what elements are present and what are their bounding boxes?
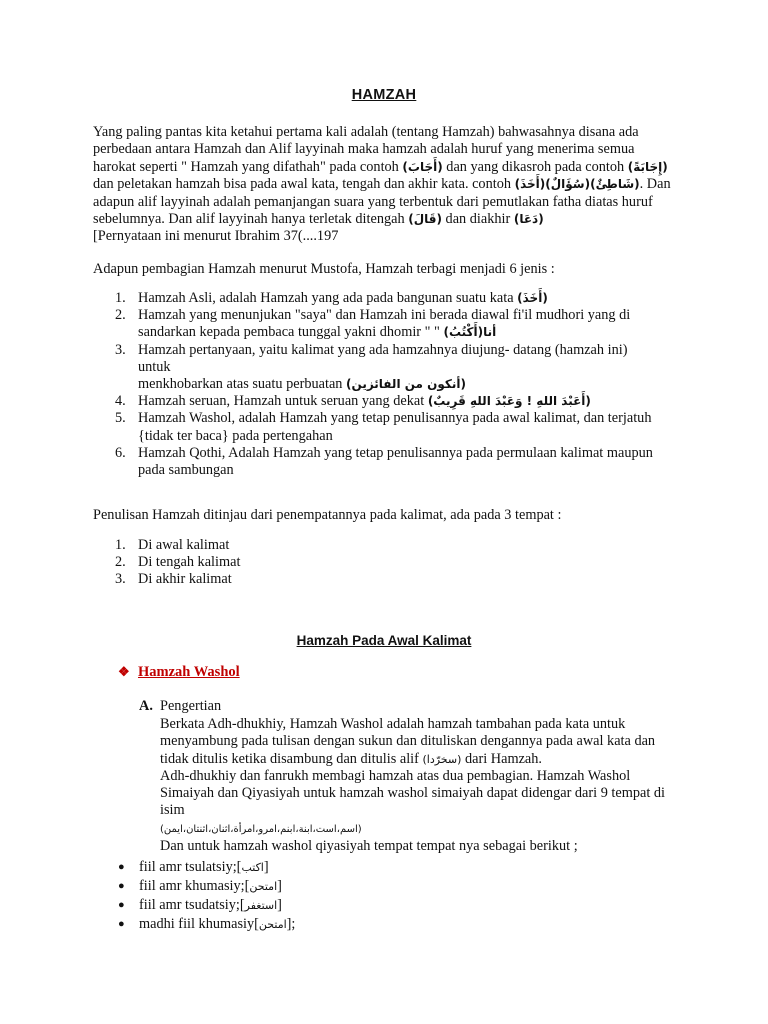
list-item <box>118 896 295 915</box>
intro-line <box>93 211 678 228</box>
list-text: madhi fiil khumasiy[ <box>139 916 259 932</box>
list-text: {tidak ter baca} pada pertengahan <box>138 427 333 444</box>
jenis-list <box>93 290 653 479</box>
intro-text: sebelumnya. Dan alif layyinah hanya terletak ditengah <box>93 211 409 228</box>
intro-text: dan yang dikasroh pada contoh <box>442 158 628 175</box>
arabic-example: استغفر <box>244 899 278 912</box>
bullet-dot-icon: ● <box>118 861 125 873</box>
list-number: 2. <box>115 554 126 571</box>
arabic-example: (أَعَبْدَ اللهِ ! وَعَبْدَ اللهِ قَرِيبٌ) <box>427 394 591 409</box>
list-item <box>118 915 295 934</box>
arabic-example: (قَالَ) <box>408 212 442 227</box>
list-number: 3. <box>115 571 126 588</box>
body-line: menyambung pada tulisan dengan sukun dan dituliskan dengannya pada awal kata dan <box>160 733 656 750</box>
list-number: 5. <box>115 410 126 427</box>
tempat-list <box>93 537 653 589</box>
intro-line: adapun alif layyinah adalah pemanjangan suara yang terbentuk dari pemutlakan fatha diatas huruf <box>93 193 653 210</box>
list-item <box>93 445 653 479</box>
arabic-isim-list: (اسم،است،ابنة،ابنم،امرو،امرأة،اثنان،اثنتان،ايمن) <box>160 823 362 835</box>
list-item <box>93 410 653 444</box>
list-item <box>93 537 653 554</box>
bullet-dot-icon: ● <box>118 918 125 930</box>
washol-label: Hamzah Washol <box>138 664 240 680</box>
subsection-title: Pengertian <box>160 698 222 714</box>
arabic-example: (إِجَابَةً) <box>627 159 668 174</box>
pengertian-body <box>160 716 680 855</box>
arabic-example: أنا(أَكْتُبُ) <box>443 325 497 340</box>
list-text: Di awal kalimat <box>138 537 230 553</box>
intro-text: dan peletakan hamzah bisa pada awal kata, tengah dan akhir kata. contoh <box>93 176 515 193</box>
list-text: menkhobarkan atas suatu perbuatan <box>138 376 347 393</box>
list-text: pada sambungan <box>138 462 234 479</box>
intro-line <box>93 159 678 176</box>
arabic-example: امتحن <box>249 880 278 893</box>
list-text: Di akhir kalimat <box>138 571 232 588</box>
list-text: Di tengah kalimat <box>138 554 241 571</box>
body-line: Dan untuk hamzah washol qiyasiyah tempat tempat nya sebagai berikut ; <box>160 838 578 855</box>
list-text: fiil amr tsudatsiy;[ <box>139 897 245 913</box>
body-text: dari Hamzah. <box>461 750 543 767</box>
list-text: Hamzah seruan, Hamzah untuk seruan yang dekat <box>138 393 428 410</box>
list-number: 2. <box>115 307 126 324</box>
washol-heading <box>118 664 240 681</box>
list-number: 4. <box>115 393 126 410</box>
list-text: ] <box>263 859 269 875</box>
intro-paragraph <box>93 124 678 246</box>
subsection-letter: A. <box>139 698 153 714</box>
section-heading: Hamzah Pada Awal Kalimat <box>296 633 472 648</box>
list-number: 3. <box>115 341 126 358</box>
document-title: HAMZAH <box>351 87 417 103</box>
arabic-example: (أَجَابَ) <box>402 159 443 174</box>
list-text: ] <box>277 897 282 913</box>
body-line: Berkata Adh-dhukhiy, Hamzah Washol adalah hamzah tambahan pada kata untuk <box>160 716 626 732</box>
body-line: isim <box>160 802 185 819</box>
list-text: sandarkan kepada pembaca tunggal yakni dhomir " " <box>138 324 444 341</box>
body-line <box>160 820 680 838</box>
list-item <box>93 554 653 571</box>
arabic-example: (أنكون من الفائزين) <box>346 377 466 392</box>
list-text: ]; <box>286 916 296 932</box>
list-item <box>118 858 295 877</box>
diamond-bullet-icon: ❖ <box>118 664 130 679</box>
list-item <box>93 571 653 588</box>
list-text: Hamzah Qothi, Adalah Hamzah yang tetap penulisannya pada permulaan kalimat maupun <box>138 444 653 461</box>
list-number: 1. <box>115 290 126 306</box>
list-text: fiil amr khumasiy;[ <box>139 878 250 894</box>
intro-line: Yang paling pantas kita ketahui pertama kali adalah (tentang Hamzah) bahwasahnya disana ada <box>93 124 639 140</box>
list-item <box>118 877 295 896</box>
bullet-dot-icon: ● <box>118 880 125 892</box>
subsection-heading <box>139 698 221 715</box>
list-item <box>93 290 653 307</box>
bullet-dot-icon: ● <box>118 899 125 911</box>
intro-line: [Pernyataan ini menurut Ibrahim 37(....197 <box>93 228 339 245</box>
intro-text: . Dan <box>639 176 671 193</box>
list-number: 1. <box>115 537 126 553</box>
arabic-example: (أَخَذَ)(سُؤَالٌ)(شَاطِئٌ) <box>514 177 640 192</box>
body-line: Simaiyah dan Qiyasiyah untuk hamzah washol simaiyah dapat didengar dari 9 tempat di <box>160 785 666 802</box>
body-line: Adh-dhukhiy dan fanrukh membagi hamzah atas dua pembagian. Hamzah Washol <box>160 767 631 784</box>
list-text: Hamzah Washol, adalah Hamzah yang tetap penulisannya pada awal kalimat, dan terjatuh <box>138 410 652 427</box>
body-text: tidak ditulis ketika disambung dan ditulis alif <box>160 750 423 767</box>
arabic-example: امتحن <box>258 918 287 931</box>
arabic-example: اكتب <box>241 861 264 874</box>
list-item <box>93 342 653 394</box>
list-text: fiil amr tsulatsiy;[ <box>139 859 242 875</box>
list-item <box>93 393 653 410</box>
list-text: Hamzah Asli, adalah Hamzah yang ada pada bangunan suatu kata <box>138 290 518 306</box>
list-number: 6. <box>115 444 126 461</box>
list-text: Hamzah yang menunjukan "saya" dan Hamzah ini berada diawal fi'il mudhori yang di <box>138 307 631 324</box>
intro-line: perbedaan antara Hamzah dan Alif layyinah maka hamzah adalah huruf yang menerima semua <box>93 141 635 158</box>
intro-line <box>93 176 678 193</box>
pembagian-paragraph: Adapun pembagian Hamzah menurut Mustofa, Hamzah terbagi menjadi 6 jenis : <box>93 261 555 277</box>
list-text: ] <box>277 878 282 894</box>
intro-text: harokat seperti " Hamzah yang difathah" pada contoh <box>93 158 403 175</box>
qiyasiyah-list <box>118 858 295 934</box>
arabic-example: (دَعَا) <box>513 212 544 227</box>
intro-text: dan diakhir <box>441 211 514 228</box>
penulisan-paragraph: Penulisan Hamzah ditinjau dari penempatannya pada kalimat, ada pada 3 tempat : <box>93 507 562 523</box>
arabic-example: (أَخَذَ) <box>517 291 548 305</box>
arabic-example: (سخرّدا) <box>422 752 462 766</box>
list-item <box>93 307 653 341</box>
body-line <box>160 751 680 768</box>
list-text: Hamzah pertanyaan, yaitu kalimat yang ada hamzahnya diujung- datang (hamzah ini) untuk <box>138 341 628 375</box>
